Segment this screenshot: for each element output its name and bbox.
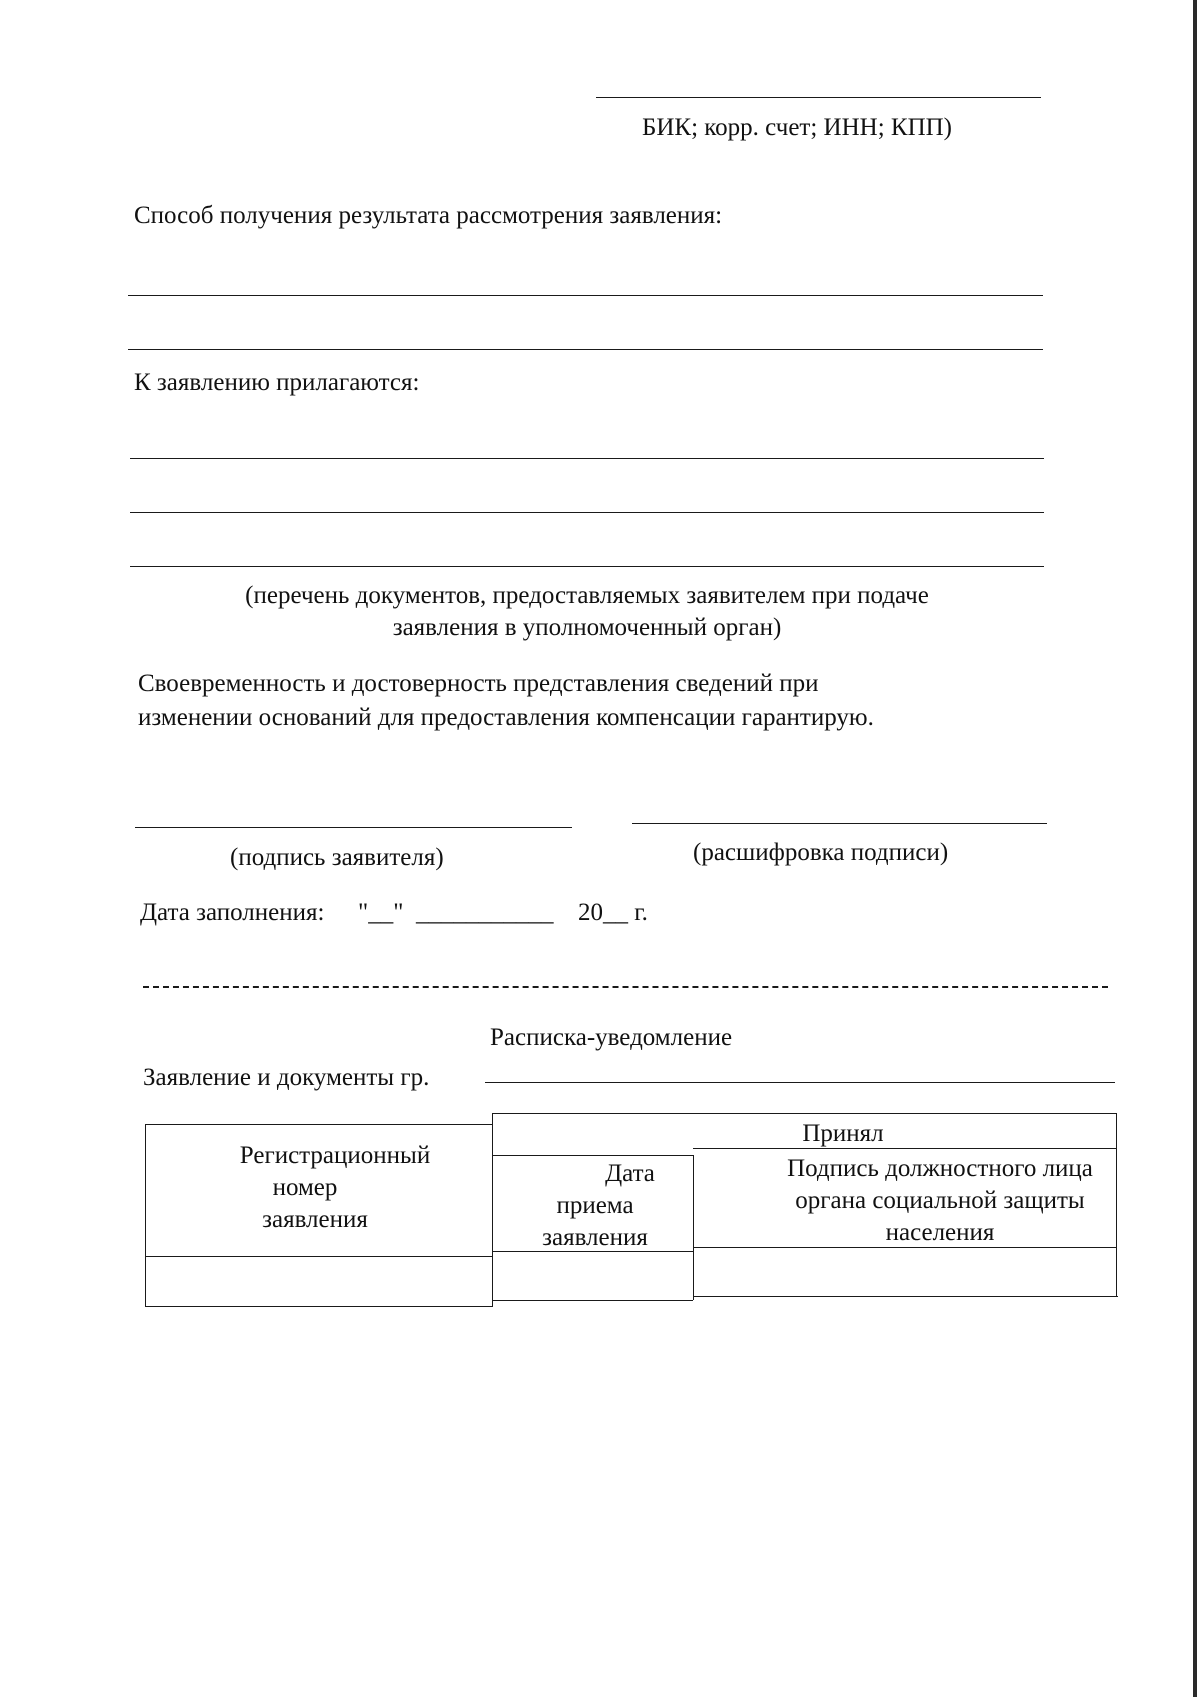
scan-edge xyxy=(1193,0,1197,1697)
signature-decoding-caption: (расшифровка подписи) xyxy=(693,839,949,866)
table-divider-2 xyxy=(693,1155,694,1300)
table-group-divider-left xyxy=(493,1155,693,1156)
column-group-accepted: Принял xyxy=(802,1120,884,1147)
fill-date-year[interactable]: 20__ г. xyxy=(578,899,648,926)
fill-date-day[interactable]: "__" xyxy=(358,899,404,926)
attachments-label: К заявлению прилагаются: xyxy=(134,369,420,396)
cell-official-signature-value[interactable] xyxy=(695,1249,1114,1295)
column-registration-number-line-2: номер xyxy=(272,1174,338,1201)
fill-date-month[interactable]: ___________ xyxy=(416,899,554,926)
attachments-line-1[interactable] xyxy=(130,458,1044,459)
result-method-label: Способ получения результата рассмотрения заявления: xyxy=(134,202,723,229)
attachments-line-2[interactable] xyxy=(130,512,1044,513)
column-official-signature-line-2: органа социальной защиты xyxy=(795,1187,1085,1214)
receipt-documents-label: Заявление и документы гр. xyxy=(143,1064,430,1091)
attachments-caption-line-1: (перечень документов, предоставляемых заявителем при подаче xyxy=(245,582,929,609)
table-header-bottom-left xyxy=(145,1256,493,1257)
column-registration-number-line-3: заявления xyxy=(262,1206,368,1233)
column-official-signature xyxy=(745,1153,1135,1249)
cell-registration-number-value[interactable] xyxy=(147,1258,491,1304)
table-border-top-left xyxy=(145,1124,493,1125)
column-receipt-date-line-1: Дата xyxy=(605,1160,655,1187)
table-divider-1 xyxy=(492,1113,493,1306)
attachments-caption-line-2: заявления в уполномоченный орган) xyxy=(392,614,782,641)
column-official-signature-line-3: населения xyxy=(885,1219,995,1246)
signature-caption: (подпись заявителя) xyxy=(230,844,444,871)
guarantee-text-line-2: изменении оснований для предоставления компенсации гарантирую. xyxy=(138,704,874,731)
column-official-signature-line-1: Подпись должностного лица xyxy=(787,1155,1093,1182)
bank-details-caption: БИК; корр. счет; ИНН; КПП) xyxy=(642,114,953,141)
fill-date-label: Дата заполнения: xyxy=(140,899,325,926)
column-receipt-date-line-2: приема xyxy=(556,1192,634,1219)
receipt-title: Расписка-уведомление xyxy=(490,1024,733,1051)
attachments-line-3[interactable] xyxy=(130,566,1044,567)
signature-line[interactable] xyxy=(135,827,572,828)
bank-details-line[interactable] xyxy=(596,97,1041,98)
table-border-top-right xyxy=(493,1113,1116,1114)
result-method-line-1[interactable] xyxy=(128,295,1043,296)
cell-receipt-date-value[interactable] xyxy=(495,1253,691,1299)
table-border-bottom-left xyxy=(145,1306,493,1307)
column-registration-number xyxy=(185,1140,485,1236)
column-receipt-date-line-3: заявления xyxy=(542,1224,648,1251)
column-registration-number-line-1: Регистрационный xyxy=(239,1142,431,1169)
signature-decoding-line[interactable] xyxy=(632,823,1047,824)
table-border-bottom-right xyxy=(693,1296,1118,1297)
table-border-bottom-mid xyxy=(493,1300,693,1301)
guarantee-text-line-1: Своевременность и достоверность представления сведений при xyxy=(138,670,819,697)
cut-line xyxy=(143,986,1108,988)
result-method-line-2[interactable] xyxy=(128,349,1043,350)
column-receipt-date xyxy=(520,1158,670,1254)
receipt-citizen-name-line[interactable] xyxy=(485,1082,1115,1083)
